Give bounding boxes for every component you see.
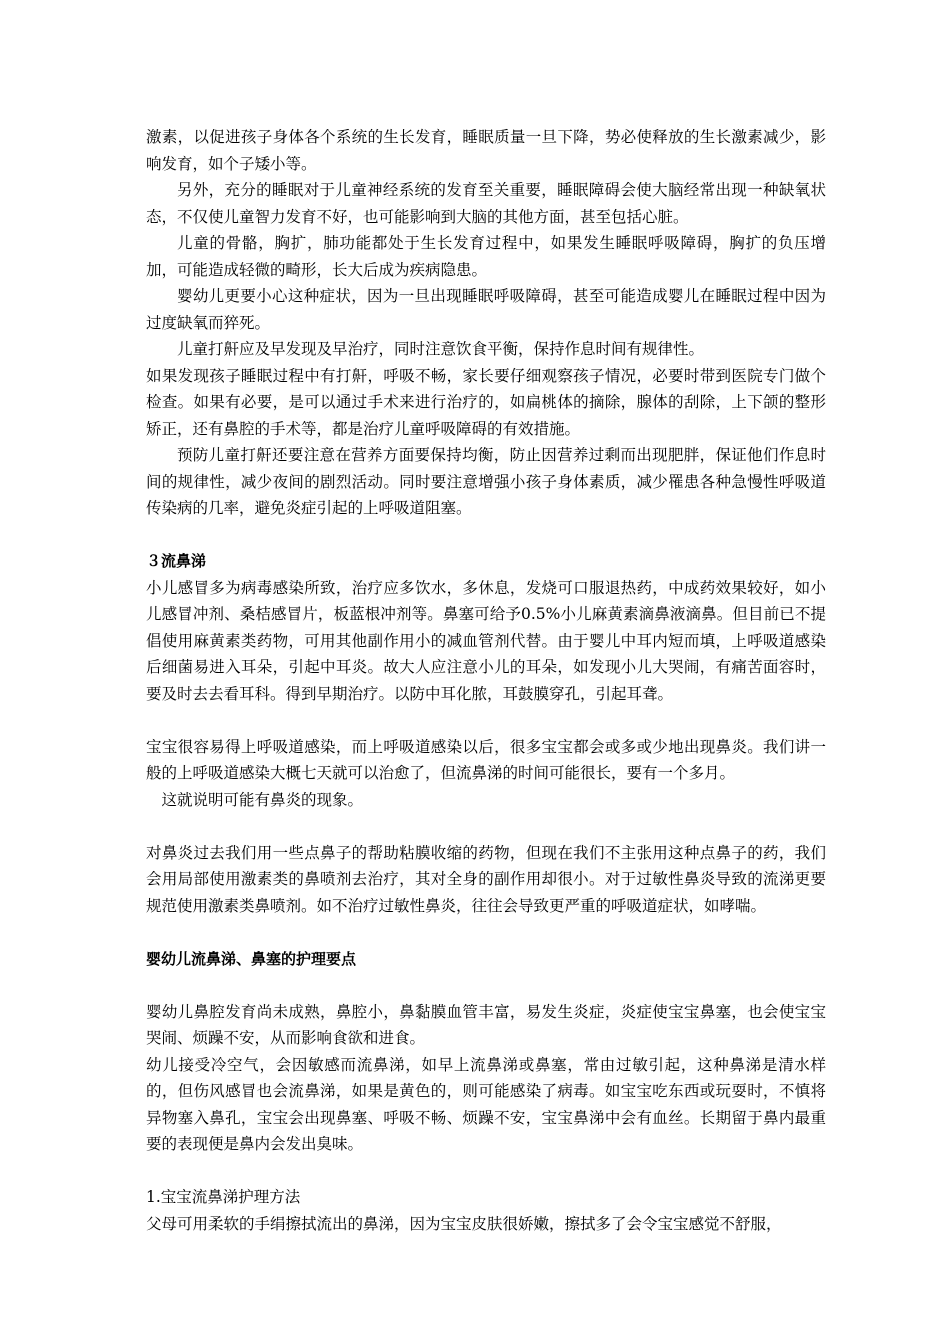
document-body (146, 124, 826, 1237)
blank-line (146, 707, 826, 734)
paragraph: 婴幼儿鼻腔发育尚未成熟，鼻腔小，鼻黏膜血管丰富，易发生炎症，炎症使宝宝鼻塞，也会使宝宝哭闹、烦躁不安，从而影响食欲和进食。 (146, 1002, 826, 1047)
paragraph: 这就说明可能有鼻炎的现象。 (161, 790, 364, 809)
blank-line (146, 1158, 826, 1185)
section-heading: ３流鼻涕 (146, 552, 207, 570)
blank-line (146, 972, 826, 999)
paragraph: 如果发现孩子睡眠过程中有打鼾，呼吸不畅，家长要仔细观察孩子情况，必要时带到医院专门做个检查。如果有必要，是可以通过手术来进行治疗的，如扁桃体的摘除，腺体的刮除，上下颌的整形矫正，还有鼻腔的手术等，都是治疗儿童呼吸障碍的有效措施。 (146, 366, 826, 438)
section-heading: 婴幼儿流鼻涕、鼻塞的护理要点 (146, 949, 357, 968)
blank-line (146, 919, 826, 946)
paragraph: 小儿感冒多为病毒感染所致，治疗应多饮水，多休息，发烧可口服退热药，中成药效果较好，如小儿感冒冲剂、桑桔感冒片，板蓝根冲剂等。鼻塞可给予0.5%小儿麻黄素滴鼻液滴鼻。但目前已不提倡使用麻黄素类药物，可用其他副作用小的减血管剂代替。由于婴儿中耳内短而填，上呼吸道感染后细菌易进入耳朵，引起中耳炎。故大人应注意小儿的耳朵，如发现小儿大哭闹，有痛苦面容时，要及时去去看耳科。得到早期治疗。以防中耳化脓，耳鼓膜穿孔，引起耳聋。 (146, 578, 826, 703)
paragraph: 儿童的骨骼，胸扩，肺功能都处于生长发育过程中，如果发生睡眠呼吸障碍，胸扩的负压增加，可能造成轻微的畸形，长大后成为疾病隐患。 (146, 234, 826, 279)
paragraph: 婴幼儿更要小心这种症状，因为一旦出现睡眠呼吸障碍，甚至可能造成婴儿在睡眠过程中因为过度缺氧而猝死。 (146, 287, 826, 332)
paragraph: 儿童打鼾应及早发现及早治疗，同时注意饮食平衡，保持作息时间有规律性。 (177, 340, 705, 358)
paragraph: 幼儿接受冷空气，会因敏感而流鼻涕，如早上流鼻涕或鼻塞，常由过敏引起，这种鼻涕是清水样的，但伤风感冒也会流鼻涕，如果是黄色的，则可能感染了病毒。如宝宝吃东西或玩耍时，不慎将异物塞入鼻孔，宝宝会出现鼻塞、呼吸不畅、烦躁不安，宝宝鼻涕中会有血丝。长期留于鼻内最重要的表现便是鼻内会发出臭味。 (146, 1055, 826, 1153)
paragraph: 父母可用柔软的手绢擦拭流出的鼻涕，因为宝宝皮肤很娇嫩，擦拭多了会令宝宝感觉不舒服， (146, 1214, 782, 1233)
paragraph: 宝宝很容易得上呼吸道感染，而上呼吸道感染以后，很多宝宝都会或多或少地出现鼻炎。我们讲一般的上呼吸道感染大概七天就可以治愈了，但流鼻涕的时间可能很长，要有一个多月。 (146, 737, 826, 782)
paragraph: 预防儿童打鼾还要注意在营养方面要保持均衡，防止因营养过剩而出现肥胖，保证他们作息时间的规律性，减少夜间的剧烈活动。同时要注意增强小孩子身体素质，减少罹患各种急慢性呼吸道传染病的几率，避免炎症引起的上呼吸道阻塞。 (146, 446, 826, 517)
paragraph: 对鼻炎过去我们用一些点鼻子的帮助粘膜收缩的药物，但现在我们不主张用这种点鼻子的药，我们会用局部使用激素类的鼻喷剂去治疗，其对全身的副作用却很小。对于过敏性鼻炎导致的流涕更要规范使用激素类鼻喷剂。如不治疗过敏性鼻炎，往往会导致更严重的呼吸道症状，如哮喘。 (146, 843, 826, 915)
paragraph: 激素，以促进孩子身体各个系统的生长发育，睡眠质量一旦下降，势必使释放的生长激素减少，影响发育，如个子矮小等。 (146, 128, 826, 173)
blank-line (146, 522, 826, 549)
paragraph: 另外，充分的睡眠对于儿童神经系统的发育至关重要，睡眠障碍会使大脑经常出现一种缺氧状态，不仅使儿童智力发育不好，也可能影响到大脑的其他方面，甚至包括心脏。 (146, 181, 826, 226)
subheading: 1.宝宝流鼻涕护理方法 (146, 1188, 301, 1206)
blank-line (146, 813, 826, 840)
